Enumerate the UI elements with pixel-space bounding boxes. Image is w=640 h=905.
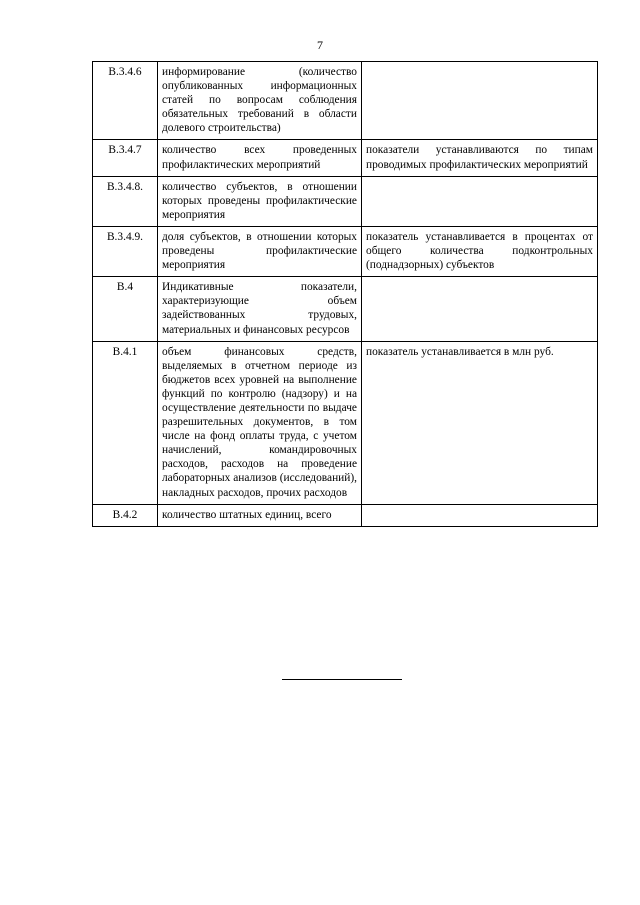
row-note: показатель устанавливается в процентах от общего количества подконтрольных (поднадзорных) субъектов bbox=[362, 226, 598, 276]
table-row bbox=[93, 176, 598, 226]
row-code: В.3.4.9. bbox=[93, 226, 158, 276]
table-row bbox=[93, 140, 598, 176]
row-note bbox=[362, 504, 598, 526]
table-row bbox=[93, 341, 598, 504]
row-description: Индикативные показатели, характеризующие объем задействованных трудовых, материальных и финансовых ресурсов bbox=[158, 277, 362, 341]
row-note: показатели устанавливаются по типам проводимых профилактических мероприятий bbox=[362, 140, 598, 176]
page-number: 7 bbox=[317, 38, 323, 52]
end-of-document-rule bbox=[282, 679, 402, 680]
table-row bbox=[93, 504, 598, 526]
row-note bbox=[362, 176, 598, 226]
row-code: В.3.4.7 bbox=[93, 140, 158, 176]
row-description: объем финансовых средств, выделяемых в отчетном периоде из бюджетов всех уровней на выполнение функций по контролю (надзору) и на осуществление деятельности по выдаче разрешительных документов, в том числе на фонд оплаты труда, с учетом начислений, командировочных расходов, расходов на проведение лабораторных анализов (исследований), накладных расходов, прочих расходов bbox=[158, 341, 362, 504]
row-note: показатель устанавливается в млн руб. bbox=[362, 341, 598, 504]
row-note bbox=[362, 277, 598, 341]
row-code: В.3.4.6 bbox=[93, 62, 158, 140]
row-note bbox=[362, 62, 598, 140]
row-code: В.4.1 bbox=[93, 341, 158, 504]
row-description: количество штатных единиц, всего bbox=[158, 504, 362, 526]
row-description: количество субъектов, в отношении которых проведены профилактические мероприятия bbox=[158, 176, 362, 226]
indicators-table bbox=[92, 61, 598, 527]
row-description: количество всех проведенных профилактических мероприятий bbox=[158, 140, 362, 176]
row-code: В.4 bbox=[93, 277, 158, 341]
row-code: В.4.2 bbox=[93, 504, 158, 526]
row-description: доля субъектов, в отношении которых проведены профилактические мероприятия bbox=[158, 226, 362, 276]
table-row bbox=[93, 226, 598, 276]
row-code: В.3.4.8. bbox=[93, 176, 158, 226]
row-description: информирование (количество опубликованных информационных статей по вопросам соблюдения обязательных требований в области долевого строительства) bbox=[158, 62, 362, 140]
table-row bbox=[93, 277, 598, 341]
table-row bbox=[93, 62, 598, 140]
